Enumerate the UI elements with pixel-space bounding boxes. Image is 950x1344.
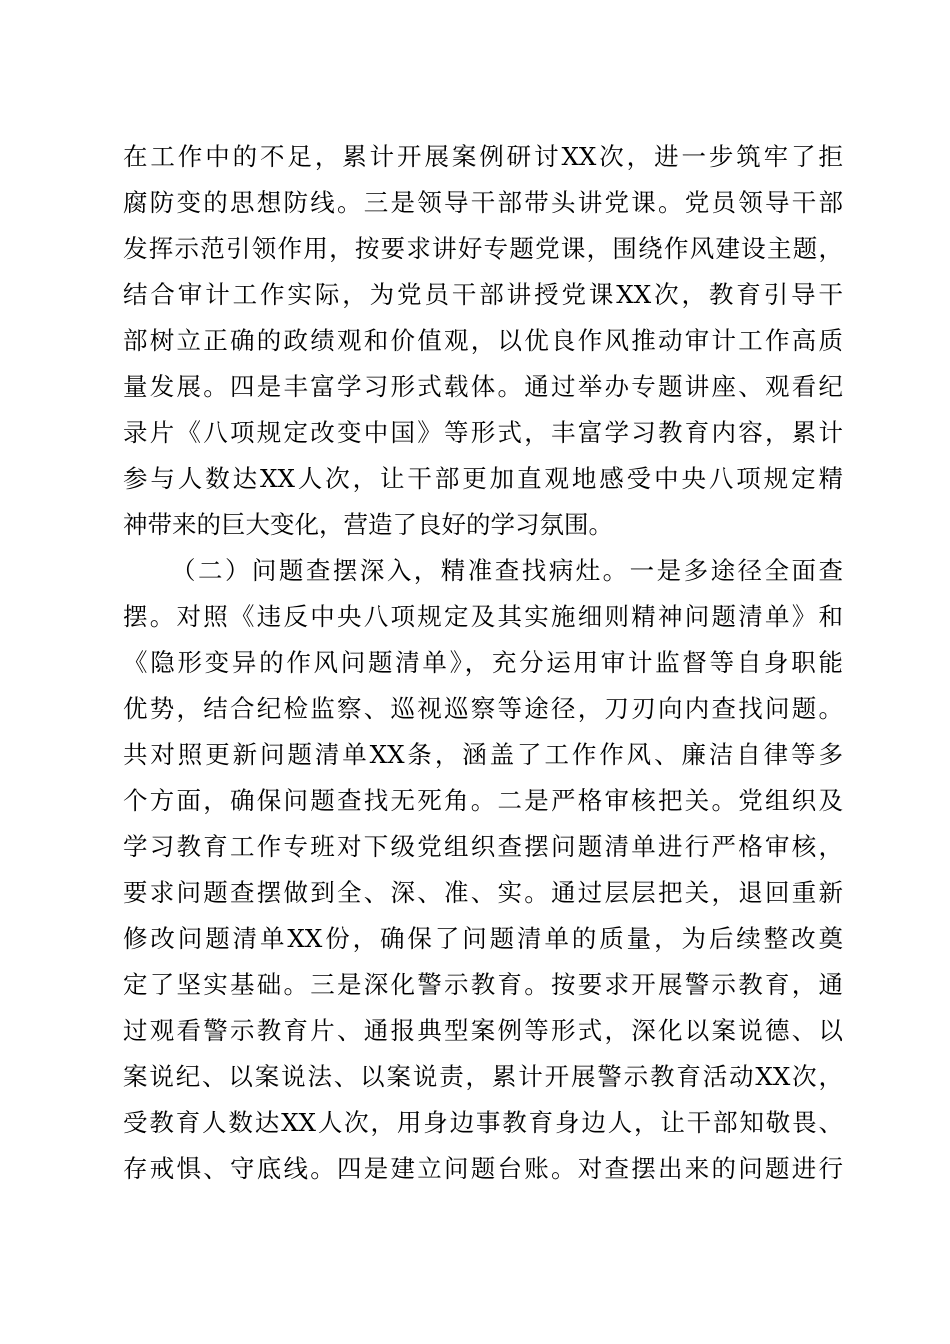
text-line: 案说纪、以案说法、以案说责，累计开展警示教育活动XX次， bbox=[123, 1062, 843, 1091]
text-line: 结合审计工作实际，为党员干部讲授党课XX次，教育引导干 bbox=[123, 280, 843, 309]
text-line: 在工作中的不足，累计开展案例研讨XX次，进一步筑牢了拒 bbox=[123, 142, 843, 171]
text-line: 存戒惧、守底线。四是建立问题台账。对查摆出来的问题进行 bbox=[123, 1154, 843, 1183]
text-line: 优势，结合纪检监察、巡视巡察等途径，刀刃向内查找问题。 bbox=[123, 694, 843, 723]
text-line: 发挥示范引领作用，按要求讲好专题党课，围绕作风建设主题， bbox=[123, 234, 843, 263]
text-line: 修改问题清单XX份，确保了问题清单的质量，为后续整改奠 bbox=[123, 924, 843, 953]
text-line: 神带来的巨大变化，营造了良好的学习氛围。 bbox=[123, 510, 613, 539]
text-line: 腐防变的思想防线。三是领导干部带头讲党课。党员领导干部 bbox=[123, 188, 843, 217]
text-line: 共对照更新问题清单XX条，涵盖了工作作风、廉洁自律等多 bbox=[123, 740, 843, 769]
section-heading-line: （二）问题查摆深入，精准查找病灶。一是多途径全面查 bbox=[171, 556, 843, 585]
text-line: 参与人数达XX人次，让干部更加直观地感受中央八项规定精 bbox=[123, 464, 843, 493]
text-line: 要求问题查摆做到全、深、准、实。通过层层把关，退回重新 bbox=[123, 878, 843, 907]
text-line: 定了坚实基础。三是深化警示教育。按要求开展警示教育，通 bbox=[123, 970, 843, 999]
text-line: 部树立正确的政绩观和价值观，以优良作风推动审计工作高质 bbox=[123, 326, 843, 355]
text-line: 学习教育工作专班对下级党组织查摆问题清单进行严格审核， bbox=[123, 832, 843, 861]
text-line: 录片《八项规定改变中国》等形式，丰富学习教育内容，累计 bbox=[123, 418, 843, 447]
text-line: 受教育人数达XX人次，用身边事教育身边人，让干部知敬畏、 bbox=[123, 1108, 843, 1137]
text-line: 摆。对照《违反中央八项规定及其实施细则精神问题清单》和 bbox=[123, 602, 843, 631]
text-line: 过观看警示教育片、通报典型案例等形式，深化以案说德、以 bbox=[123, 1016, 843, 1045]
text-line: 个方面，确保问题查找无死角。二是严格审核把关。党组织及 bbox=[123, 786, 843, 815]
text-line: 《隐形变异的作风问题清单》，充分运用审计监督等自身职能 bbox=[123, 648, 843, 677]
text-line: 量发展。四是丰富学习形式载体。通过举办专题讲座、观看纪 bbox=[123, 372, 843, 401]
